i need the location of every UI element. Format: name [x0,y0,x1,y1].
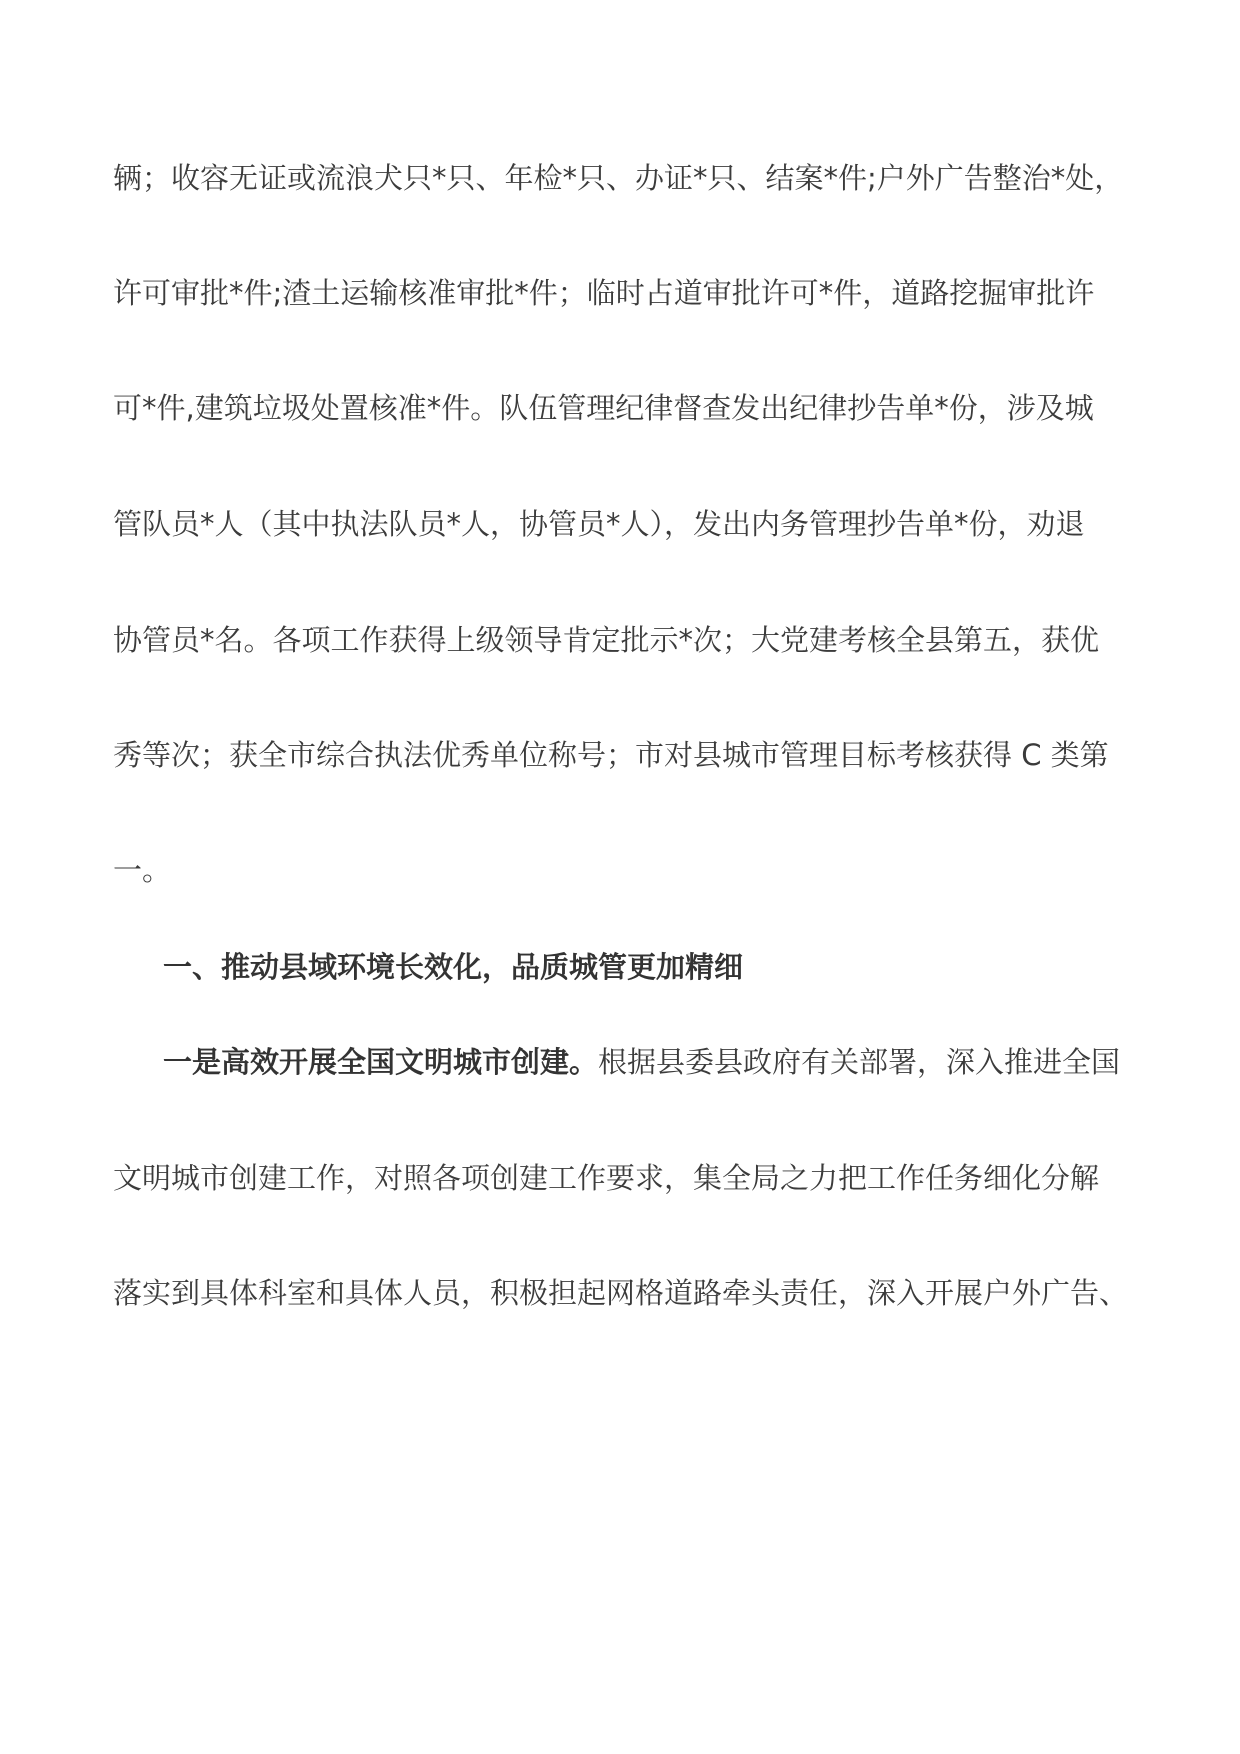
body-text-line: 辆；收容无证或流浪犬只*只、年检*只、办证*只、结案*件;户外广告整治*处， [113,161,1124,195]
body-text-line: 一。 [113,853,172,887]
paragraph-lead-rest: 根据县委县政府有关部署，深入推进全国 [598,1045,1121,1079]
paragraph-first-line [163,1042,1143,1082]
body-text-line: 管队员*人（其中执法队员*人，协管员*人），发出内务管理抄告单*份，劝退 [113,507,1085,541]
paragraph-lead-bold: 一是高效开展全国文明城市创建。 [163,1045,599,1079]
body-text-line: 许可审批*件;渣土运输核准审批*件；临时占道审批许可*件，道路挖掘审批许 [113,276,1095,310]
body-text-line: 协管员*名。各项工作获得上级领导肯定批示*次；大党建考核全县第五，获优 [113,623,1100,657]
body-text-line: 可*件,建筑垃圾处置核准*件。队伍管理纪律督查发出纪律抄告单*份，涉及城 [113,391,1094,425]
section-heading: 一、推动县域环境长效化，品质城管更加精细 [163,950,744,984]
body-text-line: 秀等次；获全市综合执法优秀单位称号；市对县城市管理目标考核获得 C 类第 [113,738,1109,772]
body-text-line: 落实到具体科室和具体人员，积极担起网格道路牵头责任，深入开展户外广告、 [113,1276,1129,1310]
body-text-line: 文明城市创建工作，对照各项创建工作要求，集全局之力把工作任务细化分解 [113,1161,1100,1195]
